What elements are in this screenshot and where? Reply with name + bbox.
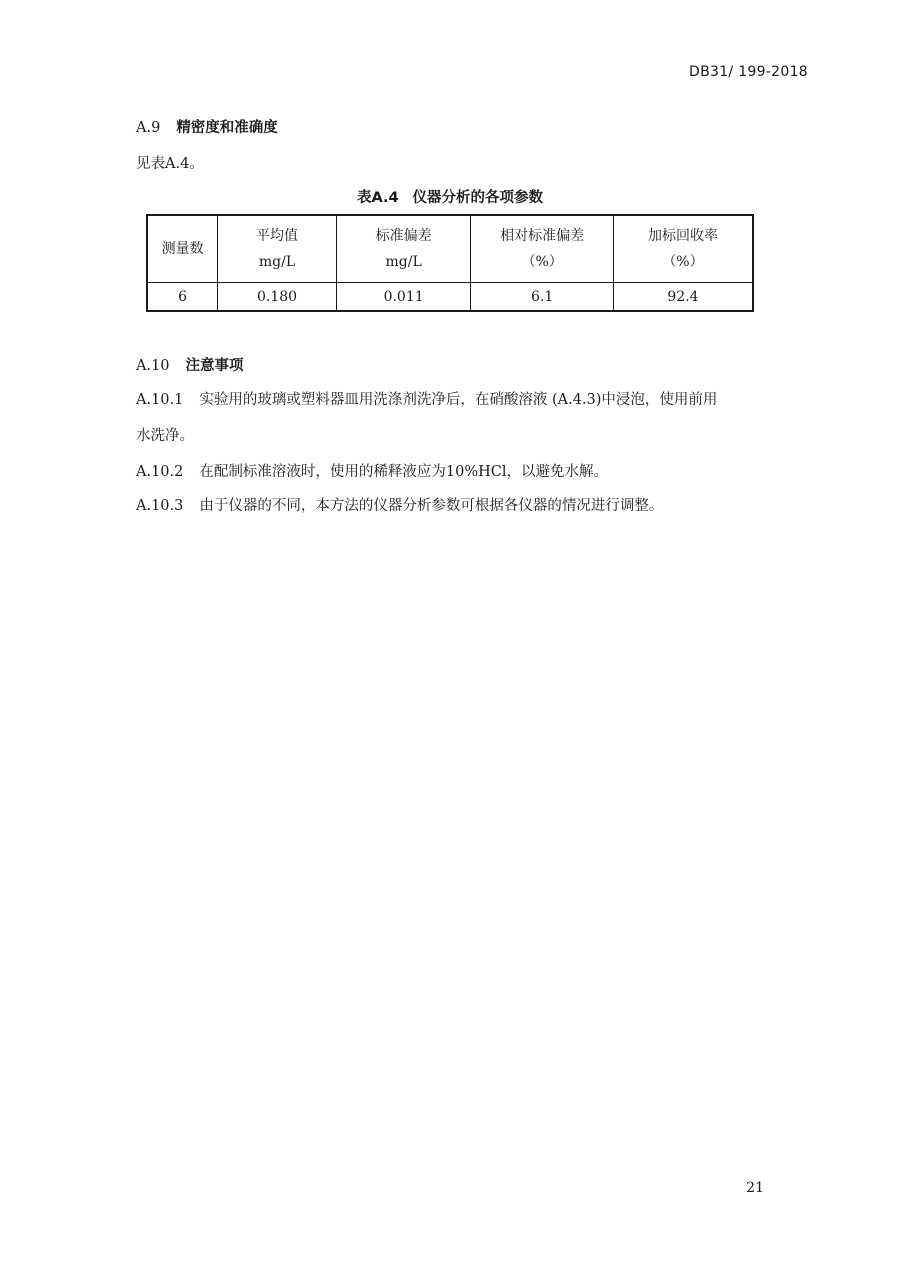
column-header-label: 相对标准偏差 (500, 228, 585, 244)
column-header-unit: mg/L (385, 254, 422, 270)
clause-text: 实验用的玻璃或塑料器皿用洗涤剂洗净后，在硝酸溶液 (A.4.3)中浸泡，使用前用 (199, 392, 718, 408)
column-header (336, 215, 471, 283)
table-cell: 6.1 (471, 283, 614, 312)
column-header-label: 加标回收率 (647, 228, 718, 244)
table-cell: 6 (147, 283, 218, 312)
section-title: 精密度和准确度 (176, 120, 278, 136)
table-caption-title: 仪器分析的各项参数 (412, 190, 544, 206)
section-heading-a9 (136, 116, 278, 137)
clause-number: A.10.2 (136, 464, 184, 480)
table-cell: 92.4 (613, 283, 753, 312)
column-header (147, 215, 218, 283)
section-a9-text: 见表A.4。 (136, 156, 204, 172)
clause-text: 由于仪器的不同，本方法的仪器分析参数可根据各仪器的情况进行调整。 (199, 498, 664, 514)
column-header-label: 平均值 (256, 228, 299, 244)
column-header-unit: （%） (521, 254, 563, 270)
page-number: 21 (746, 1180, 764, 1196)
section-title: 注意事项 (185, 358, 244, 374)
table-cell: 0.180 (218, 283, 337, 312)
section-number: A.10 (136, 358, 170, 374)
clause-a10-1 (136, 382, 766, 454)
clause-text: 在配制标准溶液时，使用的稀释液应为10%HCl，以避免水解。 (199, 464, 608, 480)
clause-number: A.10.3 (136, 498, 184, 514)
clause-number: A.10.1 (136, 392, 184, 408)
column-header-unit: mg/L (258, 254, 296, 270)
table-caption (146, 186, 754, 207)
column-header (471, 215, 614, 283)
table-caption-number: 表A.4 (356, 190, 399, 206)
document-id: DB31/ 199-2018 (689, 64, 808, 80)
clause-a10-3 (136, 488, 766, 524)
table-cell: 0.011 (336, 283, 471, 312)
column-header-label: 测量数 (161, 241, 204, 257)
section-heading-a10 (136, 354, 244, 375)
clause-line: 水洗净。 (136, 428, 194, 444)
column-header-label: 标准偏差 (375, 228, 432, 244)
column-header (218, 215, 337, 283)
section-number: A.9 (136, 120, 161, 136)
clause-line (136, 382, 766, 418)
clause-a10-2 (136, 454, 766, 490)
table-header-row (147, 215, 753, 283)
column-header (613, 215, 753, 283)
column-header-unit: （%） (662, 254, 704, 270)
parameters-table (146, 214, 754, 312)
table-row (147, 283, 753, 312)
